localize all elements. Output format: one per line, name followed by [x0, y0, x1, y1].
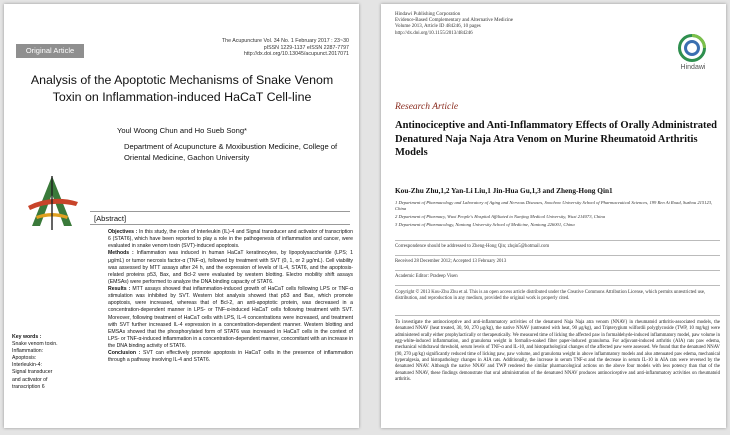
- results-text: MTT assays showed that inflammation-induced growth of HaCaT cells following LPS or TNF-α stimulation was inhibited by SVT. Western blot analysis showed that p53 and Bax, which promote apoptosis, were increased, whereas that of Bcl-2, an anti-apoptotic protein, was decreased in a concentration-dependent manner in LPS- or TNF-α-induced HaCaT cells following treatment with SVT. Moreover, following treatment of HaCaT cells with LPS, IL-4 concentrations were increased, and treatment with SVT further increased IL-4 expression in a concentration-dependent manner. Western blotting and EMSAs showed that the phosphorylated form of STAT6 was increased in HaCaT cells in the context of LPS- or TNF-α-induced inflammation in a concentration-dependent manner, concomitant with an increase in the DNA binding activity of STAT6.: [108, 286, 354, 349]
- journal-doi-link[interactable]: http://dx.doi.org/10.13045/acupunct.2017071: [243, 51, 349, 58]
- keywords-block: [12, 334, 60, 391]
- affiliation-1: 1 Department of Pharmacology and Laboratory of Aging and Nervous Diseases, Soochow University School of Pharmaceutical Sciences, 199 Ren Ai Road, Suzhou 215123, China: [395, 200, 713, 212]
- abstract-objectives: [108, 229, 353, 250]
- divider: [395, 315, 720, 316]
- objectives-text: In this study, the roles of Interleukin (IL)-4 and Signal transducer and activator of transcription 6 (STAT6), which have been reported to play a role in the pathogenesis of inflammation and cancer, were evaluated in snake venom toxin (SVT)-induced apoptosis.: [108, 229, 353, 250]
- conclusion-text: SVT can effectively promote apoptosis in HaCaT cells in the presence of inflammation through a pathway involving IL-4 and STAT6.: [108, 350, 353, 364]
- paper-authors: Youl Woong Chun and Ho Sueb Song*: [116, 126, 248, 135]
- acupuncture-journal-logo-icon: [22, 172, 82, 234]
- article-type-label: Research Article: [395, 102, 459, 112]
- publisher-info: [395, 12, 605, 37]
- keyword-item: Interleukin-4:: [12, 362, 42, 369]
- keyword-item: Inflammation:: [12, 348, 44, 355]
- copyright-notice: Copyright © 2013 Kou-Zhu Zhu et al. This is an open access article distributed under the Creative Commons Attribution License, which permits unrestricted use, distribution, and reproduction in any medium, provided the original work is properly cited.: [395, 290, 706, 302]
- abstract-heading: [Abstract]: [90, 211, 350, 225]
- objectives-label: Objectives :: [108, 229, 138, 235]
- publisher-name: Hindawi Publishing Corporation: [395, 12, 461, 17]
- affiliation-3: 3 Department of Pharmacology, Nantong University School of Medicine, Nantong 226001, China: [395, 221, 575, 227]
- paper-affiliation: Department of Acupuncture & Moxibustion Medicine, College of Oriental Medicine, Gachon University: [124, 142, 338, 162]
- divider: [395, 285, 720, 286]
- divider: [395, 255, 720, 256]
- doi-link[interactable]: http://dx.doi.org/10.1155/2013/484246: [395, 30, 473, 36]
- journal-volume-line: The Acupuncture Vol. 34 No. 1 February 2017 : 23~30: [221, 38, 349, 44]
- keywords-label: Key words :: [12, 334, 42, 340]
- academic-editor: Academic Editor: Pradeep Visen: [395, 274, 458, 279]
- keyword-item: Signal transducer and activator of transcription 6: [12, 369, 53, 390]
- divider: [395, 270, 720, 271]
- methods-text: Inflammation was induced in human HaCaT keratinocytes, by lipopolysaccharide (LPS; 1 μg/mL) or tumor necrosis factor-α (TNF-α), followed by treatment with SVT (0, 1, or 2 μg/mL). Cell viability was assessed by MTT assays after 24 h, and the expression of levels of IL-4, STAT6, and the apoptosis-related proteins p53, Bax, and Bcl-2 were evaluated by western blotting. Electro mobility shift assays (EMSAs) were performed to analyze the DNA binding capacity of STAT6.: [108, 250, 353, 285]
- correspondence-line: Correspondence should be addressed to Zheng-Hong Qin; zhqin5@hotmail.com: [395, 244, 550, 249]
- abstract-results: [108, 286, 353, 350]
- journal-info: [174, 38, 349, 58]
- received-dates: Received 28 December 2012; Accepted 13 February 2013: [395, 259, 507, 264]
- paper-authors: Kou-Zhu Zhu,1,2 Yan-Li Liu,1 Jin-Hua Gu,1,3 and Zheng-Hong Qin1: [395, 186, 613, 195]
- hindawi-logo-text: Hindawi: [680, 64, 706, 71]
- abstract-conclusion: [108, 350, 353, 364]
- paper-title: Analysis of the Apoptotic Mechanisms of Snake Venom Toxin on Inflammation-induced HaCaT Cell-line: [30, 73, 334, 104]
- affiliation-2: 2 Department of Pharmacy, Wuxi People's Hospital Affiliated to Nanjing Medical University, Wuxi 214073, China: [395, 213, 606, 219]
- volume-info: Volume 2013, Article ID 484246, 10 pages: [395, 24, 481, 30]
- abstract-methods: [108, 250, 353, 285]
- keyword-item: Snake venom toxin.: [12, 341, 58, 348]
- paper-page-right: [381, 4, 726, 428]
- article-type-badge: Original Article: [16, 44, 84, 58]
- abstract-body: [108, 229, 353, 365]
- keyword-item: Apoptosis:: [12, 355, 37, 362]
- methods-label: Methods :: [108, 250, 134, 257]
- hindawi-logo-icon: [678, 34, 706, 62]
- conclusion-label: Conclusion :: [108, 350, 141, 357]
- paper-title: Antinociceptive and Anti-Inflammatory Effects of Orally Administrated Denatured Naja Naja Atra Venom on Murine Rheumatoid Arthritis Models: [395, 120, 717, 159]
- abstract-body: To investigate the antinociceptive and anti-inflammatory activities of the denatured Naja Naja atra venom (NNAV) in rheumatoid arthritis-associated models, the denatured NNAV (heat treated, 30, 90, 270 μg/kg), the native NNAV (untreated with heat, 90 μg/kg), and Tripterygium wilfordii polyglycoside (TWP, 10 mg/kg) were administered orally either prophylactically or therapeutically. We measured time of licking the affected paw in formaldehyde-induced inflammatory model, paw volume in egg-white-induced inflammation, and granuloma weight in formalin-soaked filter paper-induced granuloma. For adjuvant-induced arthritis (AIA) rats paw edema, mechanical withdrawal threshold, serum levels of TNF-α and IL-10, and histopathological changes of the affected paw were assessed. We found that the denatured NNAV (90, 270 μg/kg) significantly reduced time of licking paw, paw volume, and granuloma weight in above inflammatory models and also attenuated paw edema, mechanical hyperalgesia, and histopathology changes in AIA rats. Additionally, the increase in serum TNF-α and the decrease in serum IL-10 in AIA rats were reversed by the denatured NNAV. Although the native NNAV and TWP rendered the similar pharmacological actions on the above four models with less potency than that of the denatured NNAV, these findings demonstrate that oral administration of the denatured NNAV produces antinociceptive and anti-inflammatory activities on rheumatoid arthritis.: [395, 320, 720, 383]
- affiliations: [395, 200, 720, 229]
- journal-issn-line: pISSN 1229-1137 eISSN 2287-7797: [263, 44, 349, 51]
- paper-page-left: [4, 4, 359, 428]
- results-label: Results :: [108, 286, 131, 293]
- journal-name: Evidence-Based Complementary and Alternative Medicine: [395, 18, 514, 24]
- divider: [395, 240, 720, 241]
